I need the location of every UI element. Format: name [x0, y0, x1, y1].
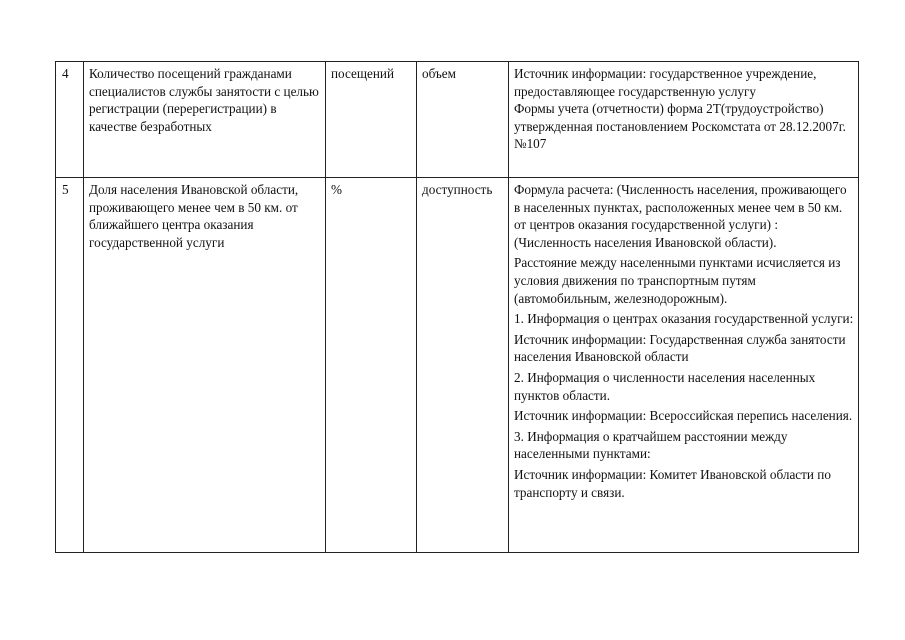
method-paragraph: Источник информации: Всероссийская перепись населения. — [514, 408, 853, 424]
method-paragraph: Формула расчета: (Численность населения, проживающего в населенных пунктах, расположенных менее чем в 50 км. от центров оказания государственной услуги) : (Численность населения Ивановской области). — [514, 182, 847, 250]
unit-of-measure: посещений — [326, 62, 417, 178]
method-paragraph: 3. Информация о кратчайшем расстоянии между населенными пунктами: — [514, 428, 788, 462]
method-paragraph: 2. Информация о численности населения населенных пунктов области. — [514, 369, 816, 403]
method-paragraph: Источник информации: Государственная служба занятости населения Ивановской области — [514, 331, 846, 365]
calculation-method — [509, 178, 859, 553]
method-paragraph: Источник информации: государственное учреждение, предоставляющее государственную услугу — [514, 66, 817, 99]
indicator-type: объем — [417, 62, 509, 178]
method-paragraph: 1. Информация о центрах оказания государственной услуги: — [514, 311, 854, 327]
unit-of-measure: % — [326, 178, 417, 553]
calculation-method — [509, 62, 859, 178]
indicator-name: Количество посещений гражданами специалистов службы занятости с целью регистрации (перерегистрации) в качестве безработных — [84, 62, 326, 178]
row-number: 4 — [56, 62, 84, 178]
table-row-5 — [56, 178, 859, 553]
indicator-name: Доля населения Ивановской области, проживающего менее чем в 50 км. от ближайшего центра оказания государственной услуги — [84, 178, 326, 553]
method-paragraph: Источник информации: Комитет Ивановской области по транспорту и связи. — [514, 466, 831, 500]
method-paragraph: Формы учета (отчетности) форма 2Т(трудоустройство) утвержденная постановлением Роскомстата от 28.12.2007г.№107 — [514, 101, 846, 152]
indicator-type: доступность — [417, 178, 509, 553]
table-row-4 — [56, 62, 859, 178]
indicators-table — [55, 61, 859, 553]
row-number: 5 — [56, 178, 84, 553]
method-paragraph: Расстояние между населенными пунктами исчисляется из условия движения по транспортным путям (автомобильным, железнодорожным). — [514, 255, 841, 306]
